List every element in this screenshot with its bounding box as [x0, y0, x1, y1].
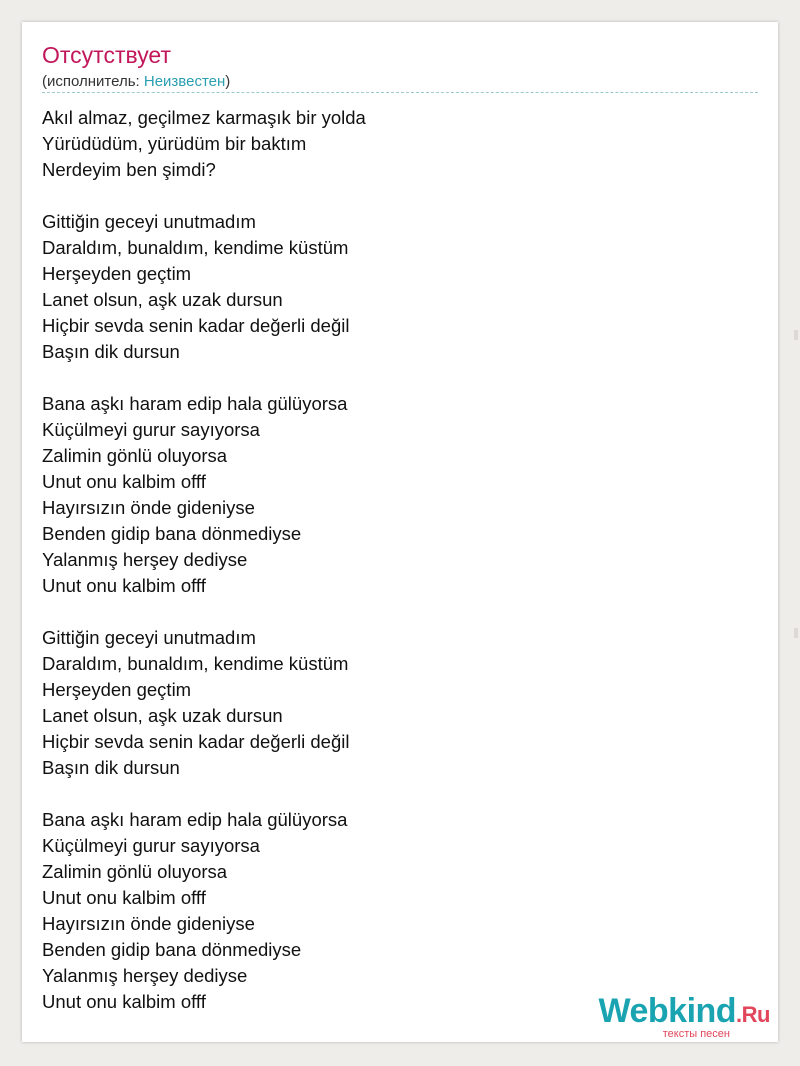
lyric-line: Hayırsızın önde gideniyse	[42, 913, 255, 934]
lyric-line: Herşeyden geçtim	[42, 263, 192, 284]
artist-suffix: )	[225, 73, 231, 90]
lyric-line: Herşeyden geçtim	[42, 679, 192, 700]
lyric-line: Akıl almaz, geçilmez karmaşık bir yolda	[42, 107, 366, 128]
site-logo[interactable]	[599, 992, 771, 1040]
lyrics-card	[22, 22, 778, 1042]
lyric-line: Bana aşkı haram edip hala gülüyorsa	[42, 809, 348, 830]
lyric-line: Nerdeyim ben şimdi?	[42, 159, 216, 180]
artist-line	[42, 73, 230, 90]
stanza-gap	[42, 183, 366, 209]
logo-tagline: тексты песен	[662, 1028, 730, 1040]
lyric-line: Küçülmeyi gurur sayıyorsa	[42, 835, 260, 856]
artist-link[interactable]: Неизвестен	[143, 73, 226, 90]
logo-brand: Webkind	[598, 992, 737, 1030]
lyric-line: Unut onu kalbim offf	[42, 887, 206, 908]
lyric-line: Daraldım, bunaldım, kendime küstüm	[42, 653, 349, 674]
lyric-line: Hiçbir sevda senin kadar değerli değil	[42, 315, 350, 336]
lyric-line: Zalimin gönlü oluyorsa	[42, 445, 228, 466]
lyric-line: Unut onu kalbim offf	[42, 575, 206, 596]
title-divider	[42, 92, 758, 93]
lyric-line: Başın dik dursun	[42, 757, 180, 778]
lyric-line: Bana aşkı haram edip hala gülüyorsa	[42, 393, 348, 414]
edge-decoration	[794, 330, 798, 340]
lyric-line: Benden gidip bana dönmediyse	[42, 939, 302, 960]
lyric-line: Unut onu kalbim offf	[42, 991, 206, 1012]
lyric-line: Hiçbir sevda senin kadar değerli değil	[42, 731, 350, 752]
lyric-line: Lanet olsun, aşk uzak dursun	[42, 289, 283, 310]
lyric-line: Yürüdüdüm, yürüdüm bir baktım	[42, 133, 307, 154]
lyric-line: Küçülmeyi gurur sayıyorsa	[42, 419, 260, 440]
lyric-line: Yalanmış herşey dediyse	[42, 549, 248, 570]
lyric-line: Başın dik dursun	[42, 341, 180, 362]
lyric-line: Benden gidip bana dönmediyse	[42, 523, 302, 544]
stanza-gap	[42, 599, 366, 625]
lyric-line: Zalimin gönlü oluyorsa	[42, 861, 228, 882]
stanza-gap	[42, 365, 366, 391]
stanza-gap	[42, 781, 366, 807]
song-title: Отсутствует	[42, 42, 171, 68]
lyric-line: Hayırsızın önde gideniyse	[42, 497, 255, 518]
lyric-line: Gittiğin geceyi unutmadım	[42, 211, 256, 232]
lyric-line: Daraldım, bunaldım, kendime küstüm	[42, 237, 349, 258]
edge-decoration	[794, 628, 798, 638]
lyrics-body	[42, 105, 366, 1015]
artist-prefix: (исполнитель:	[42, 73, 144, 90]
lyric-line: Yalanmış herşey dediyse	[42, 965, 248, 986]
lyric-line: Gittiğin geceyi unutmadım	[42, 627, 256, 648]
lyric-line: Lanet olsun, aşk uzak dursun	[42, 705, 283, 726]
logo-tld: .Ru	[736, 1002, 770, 1027]
lyric-line: Unut onu kalbim offf	[42, 471, 206, 492]
